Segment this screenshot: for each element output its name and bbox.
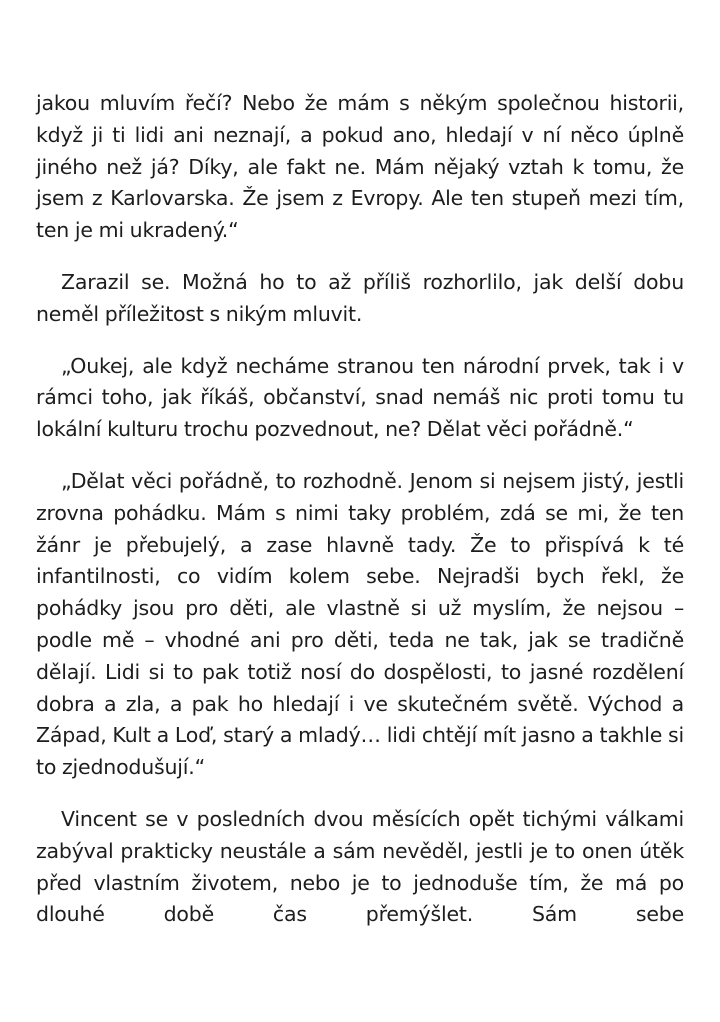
paragraph-narration-continued: Vincent se v posledních dvou měsících opět tichými válkami zabýval prakticky neustále a sám nevěděl, jestli je to onen útěk před vlastním životem, nebo je to jednoduše tím, že má po dlouhé době čas přemýšlet. Sám sebe: [36, 806, 684, 927]
paragraph-narration: Zarazil se. Možná ho to až příliš rozhorlilo, jak delší dobu neměl příležitost s nikým mluvit.: [36, 269, 684, 326]
book-page: [36, 88, 684, 931]
paragraph-dialogue-question: „Oukej, ale když necháme stranou ten národní prvek, tak i v rámci toho, jak říkáš, občanství, snad nemáš nic proti tomu tu lokální kulturu trochu pozvednout, ne? Dělat věci pořádně.“: [36, 353, 684, 442]
paragraph-dialogue-answer: „Dělat věci pořádně, to rozhodně. Jenom si nejsem jistý, jestli zrovna pohádku. Mám s nimi taky problém, zdá se mi, že ten žánr je přebujelý, a zase hlavně tady. Že to přispívá k té infantilnosti, co vidím kolem sebe. Nejradši bych řekl, že pohádky jsou pro děti, ale vlastně si už myslím, že nejsou – podle mě – vhodné ani pro děti, teda ne tak, jak se tradičně dělají. Lidi si to pak totiž nosí do dospělosti, to jasné rozdělení dobra a zla, a pak ho hledají i ve skutečném světě. Východ a Západ, Kult a Loď, starý a mladý… lidi chtějí mít jasno a takhle si to zjednodušují.“: [36, 468, 684, 780]
paragraph-continuation: jakou mluvím řečí? Nebo že mám s někým společnou historii, když ji ti lidi ani neznají, a pokud ano, hledají v ní něco úplně jiného než já? Díky, ale fakt ne. Mám nějaký vztah k tomu, že jsem z Karlovarska. Že jsem z Evropy. Ale ten stupeň mezi tím, ten je mi ukradený.“: [36, 91, 684, 243]
